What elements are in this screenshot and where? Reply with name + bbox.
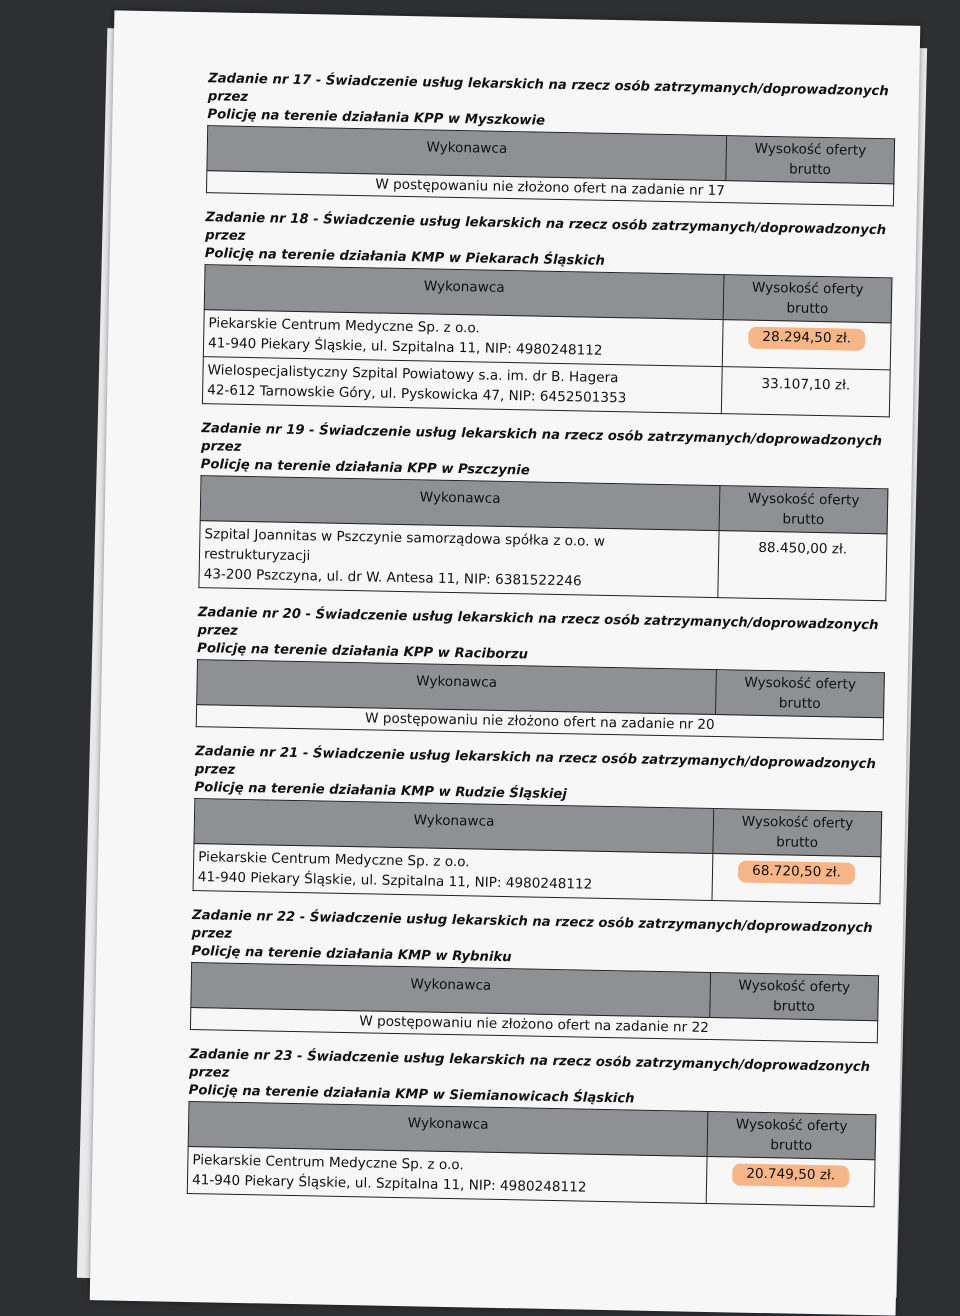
offers-table	[206, 125, 895, 206]
task-title-line2: Policję na terenie działania KMP w Rudzie Śląskiej	[194, 780, 567, 803]
contractor-cell	[199, 521, 719, 598]
header-value	[719, 486, 888, 534]
task-section	[193, 743, 886, 904]
no-offers-text: W postępowaniu nie złożono ofert na zadanie nr 20	[196, 705, 883, 740]
task-title-line2: Policję na terenie działania KMP w Piekarach Śląskich	[204, 246, 605, 269]
header-value-line2: brutto	[786, 300, 829, 318]
no-offers-text: W postępowaniu nie złożono ofert na zadanie nr 17	[206, 171, 893, 206]
contractor-cell	[187, 1147, 707, 1204]
task-title-line1: Zadanie nr 21 - Świadczenie usług lekarskich na rzecz osób zatrzymanych/doprowadzonych przez	[194, 744, 876, 778]
task-title-line1: Zadanie nr 17 - Świadczenie usług lekarskich na rzecz osób zatrzymanych/doprowadzonych przez	[207, 71, 889, 105]
header-wykonawca: Wykonawca	[200, 476, 720, 531]
contractor-name: Piekarskie Centrum Medyczne Sp. z o.o.	[208, 315, 480, 337]
header-wykonawca: Wykonawca	[204, 265, 724, 320]
task-title-line2: Policję na terenie działania KPP w Raciborzu	[197, 641, 529, 663]
contractor-name: Szpital Joannitas w Pszczynie samorządowa spółka z o.o. w restrukturyzacji	[203, 526, 606, 565]
highlighted-price: 68.720,50 zł.	[738, 861, 855, 885]
task-section	[202, 209, 896, 417]
price-cell	[718, 531, 887, 601]
task-title-line1: Zadanie nr 23 - Świadczenie usług lekarskich na rzecz osób zatrzymanych/doprowadzonych przez	[188, 1047, 871, 1081]
contractor-address: 41-940 Piekary Śląskie, ul. Szpitalna 11, NIP: 4980248112	[207, 335, 603, 359]
offers-table	[193, 798, 883, 904]
tasks-list	[186, 70, 898, 1223]
task-title-line2: Policję na terenie działania KPP w Pszczynie	[200, 457, 530, 479]
contractor-address: 43-200 Pszczyna, ul. dr W. Antesa 11, NIP: 6381522246	[203, 566, 582, 590]
offers-table	[187, 1101, 877, 1207]
header-wykonawca: Wykonawca	[197, 660, 717, 715]
header-wykonawca: Wykonawca	[194, 799, 714, 854]
offers-table	[202, 264, 893, 417]
contractor-name: Piekarskie Centrum Medyczne Sp. z o.o.	[192, 1152, 464, 1174]
no-offers-text: W postępowaniu nie złożono ofert na zadanie nr 22	[190, 1008, 877, 1043]
header-wykonawca: Wykonawca	[188, 1102, 708, 1157]
contractor-address: 41-940 Piekary Śląskie, ul. Szpitalna 11, NIP: 4980248112	[197, 869, 593, 893]
highlighted-price: 28.294,50 zł.	[748, 327, 865, 351]
document-page	[90, 10, 921, 1315]
contractor-cell	[193, 844, 713, 901]
header-value-line2: brutto	[778, 695, 821, 713]
task-title-line1: Zadanie nr 19 - Świadczenie usług lekarskich na rzecz osób zatrzymanych/doprowadzonych przez	[200, 421, 883, 455]
header-wykonawca: Wykonawca	[207, 126, 727, 181]
price-value: 88.450,00 zł.	[758, 539, 848, 558]
header-value-line1: Wysokość oferty	[744, 674, 857, 693]
header-value-line1: Wysokość oferty	[738, 977, 851, 996]
task-title-line2: Policję na terenie działania KMP w Rybniku	[191, 944, 512, 966]
header-value	[710, 973, 879, 1021]
header-value-line2: brutto	[770, 1137, 813, 1154]
header-value	[726, 136, 895, 184]
price-cell	[722, 320, 891, 370]
header-value-line2: brutto	[788, 161, 832, 179]
task-section	[196, 604, 888, 740]
price-cell	[706, 1156, 875, 1206]
task-title-line1: Zadanie nr 22 - Świadczenie usług lekarskich na rzecz osób zatrzymanych/doprowadzonych przez	[191, 908, 873, 942]
price-value: 33.107,10 zł.	[761, 375, 851, 394]
header-value-line1: Wysokość oferty	[735, 1116, 848, 1135]
offers-table	[196, 659, 885, 740]
task-section	[187, 1046, 880, 1207]
contractor-address: 42-612 Tarnowskie Góry, ul. Pyskowicka 47, NIP: 6452501353	[207, 382, 627, 407]
task-title-line2: Policję na terenie działania KMP w Siemianowicach Śląskich	[188, 1083, 635, 1107]
header-wykonawca: Wykonawca	[191, 963, 711, 1018]
task-section	[198, 420, 891, 601]
price-cell	[712, 854, 881, 904]
price-cell	[721, 367, 890, 417]
header-value-line2: brutto	[782, 511, 825, 529]
header-value-line1: Wysokość oferty	[754, 140, 867, 159]
header-value-line1: Wysokość oferty	[741, 813, 854, 832]
task-title-line1: Zadanie nr 20 - Świadczenie usług lekarskich na rzecz osób zatrzymanych/doprowadzonych przez	[197, 605, 879, 639]
task-title-line1: Zadanie nr 18 - Świadczenie usług lekarskich na rzecz osób zatrzymanych/doprowadzonych przez	[205, 210, 887, 244]
header-value-line1: Wysokość oferty	[747, 490, 860, 509]
offers-table	[190, 962, 879, 1043]
header-value-line1: Wysokość oferty	[751, 279, 864, 298]
task-title-line2: Policję na terenie działania KPP w Myszkowie	[207, 107, 546, 129]
task-section	[190, 907, 882, 1043]
header-value	[713, 809, 882, 857]
header-value-line2: brutto	[776, 834, 819, 852]
header-value	[716, 670, 885, 718]
contractor-name: Piekarskie Centrum Medyczne Sp. z o.o.	[198, 849, 470, 871]
contractor-cell	[202, 357, 722, 414]
header-value	[707, 1111, 876, 1159]
header-value	[723, 275, 892, 323]
task-section	[206, 70, 898, 206]
highlighted-price: 20.749,50 zł.	[732, 1163, 849, 1187]
contractor-name: Wielospecjalistyczny Szpital Powiatowy s.a. im. dr B. Hagera	[207, 362, 619, 387]
header-value-line2: brutto	[772, 998, 816, 1016]
contractor-address: 41-940 Piekary Śląskie, ul. Szpitalna 11, NIP: 4980248112	[191, 1172, 587, 1196]
offer-row	[199, 521, 887, 601]
offers-table	[198, 475, 888, 601]
